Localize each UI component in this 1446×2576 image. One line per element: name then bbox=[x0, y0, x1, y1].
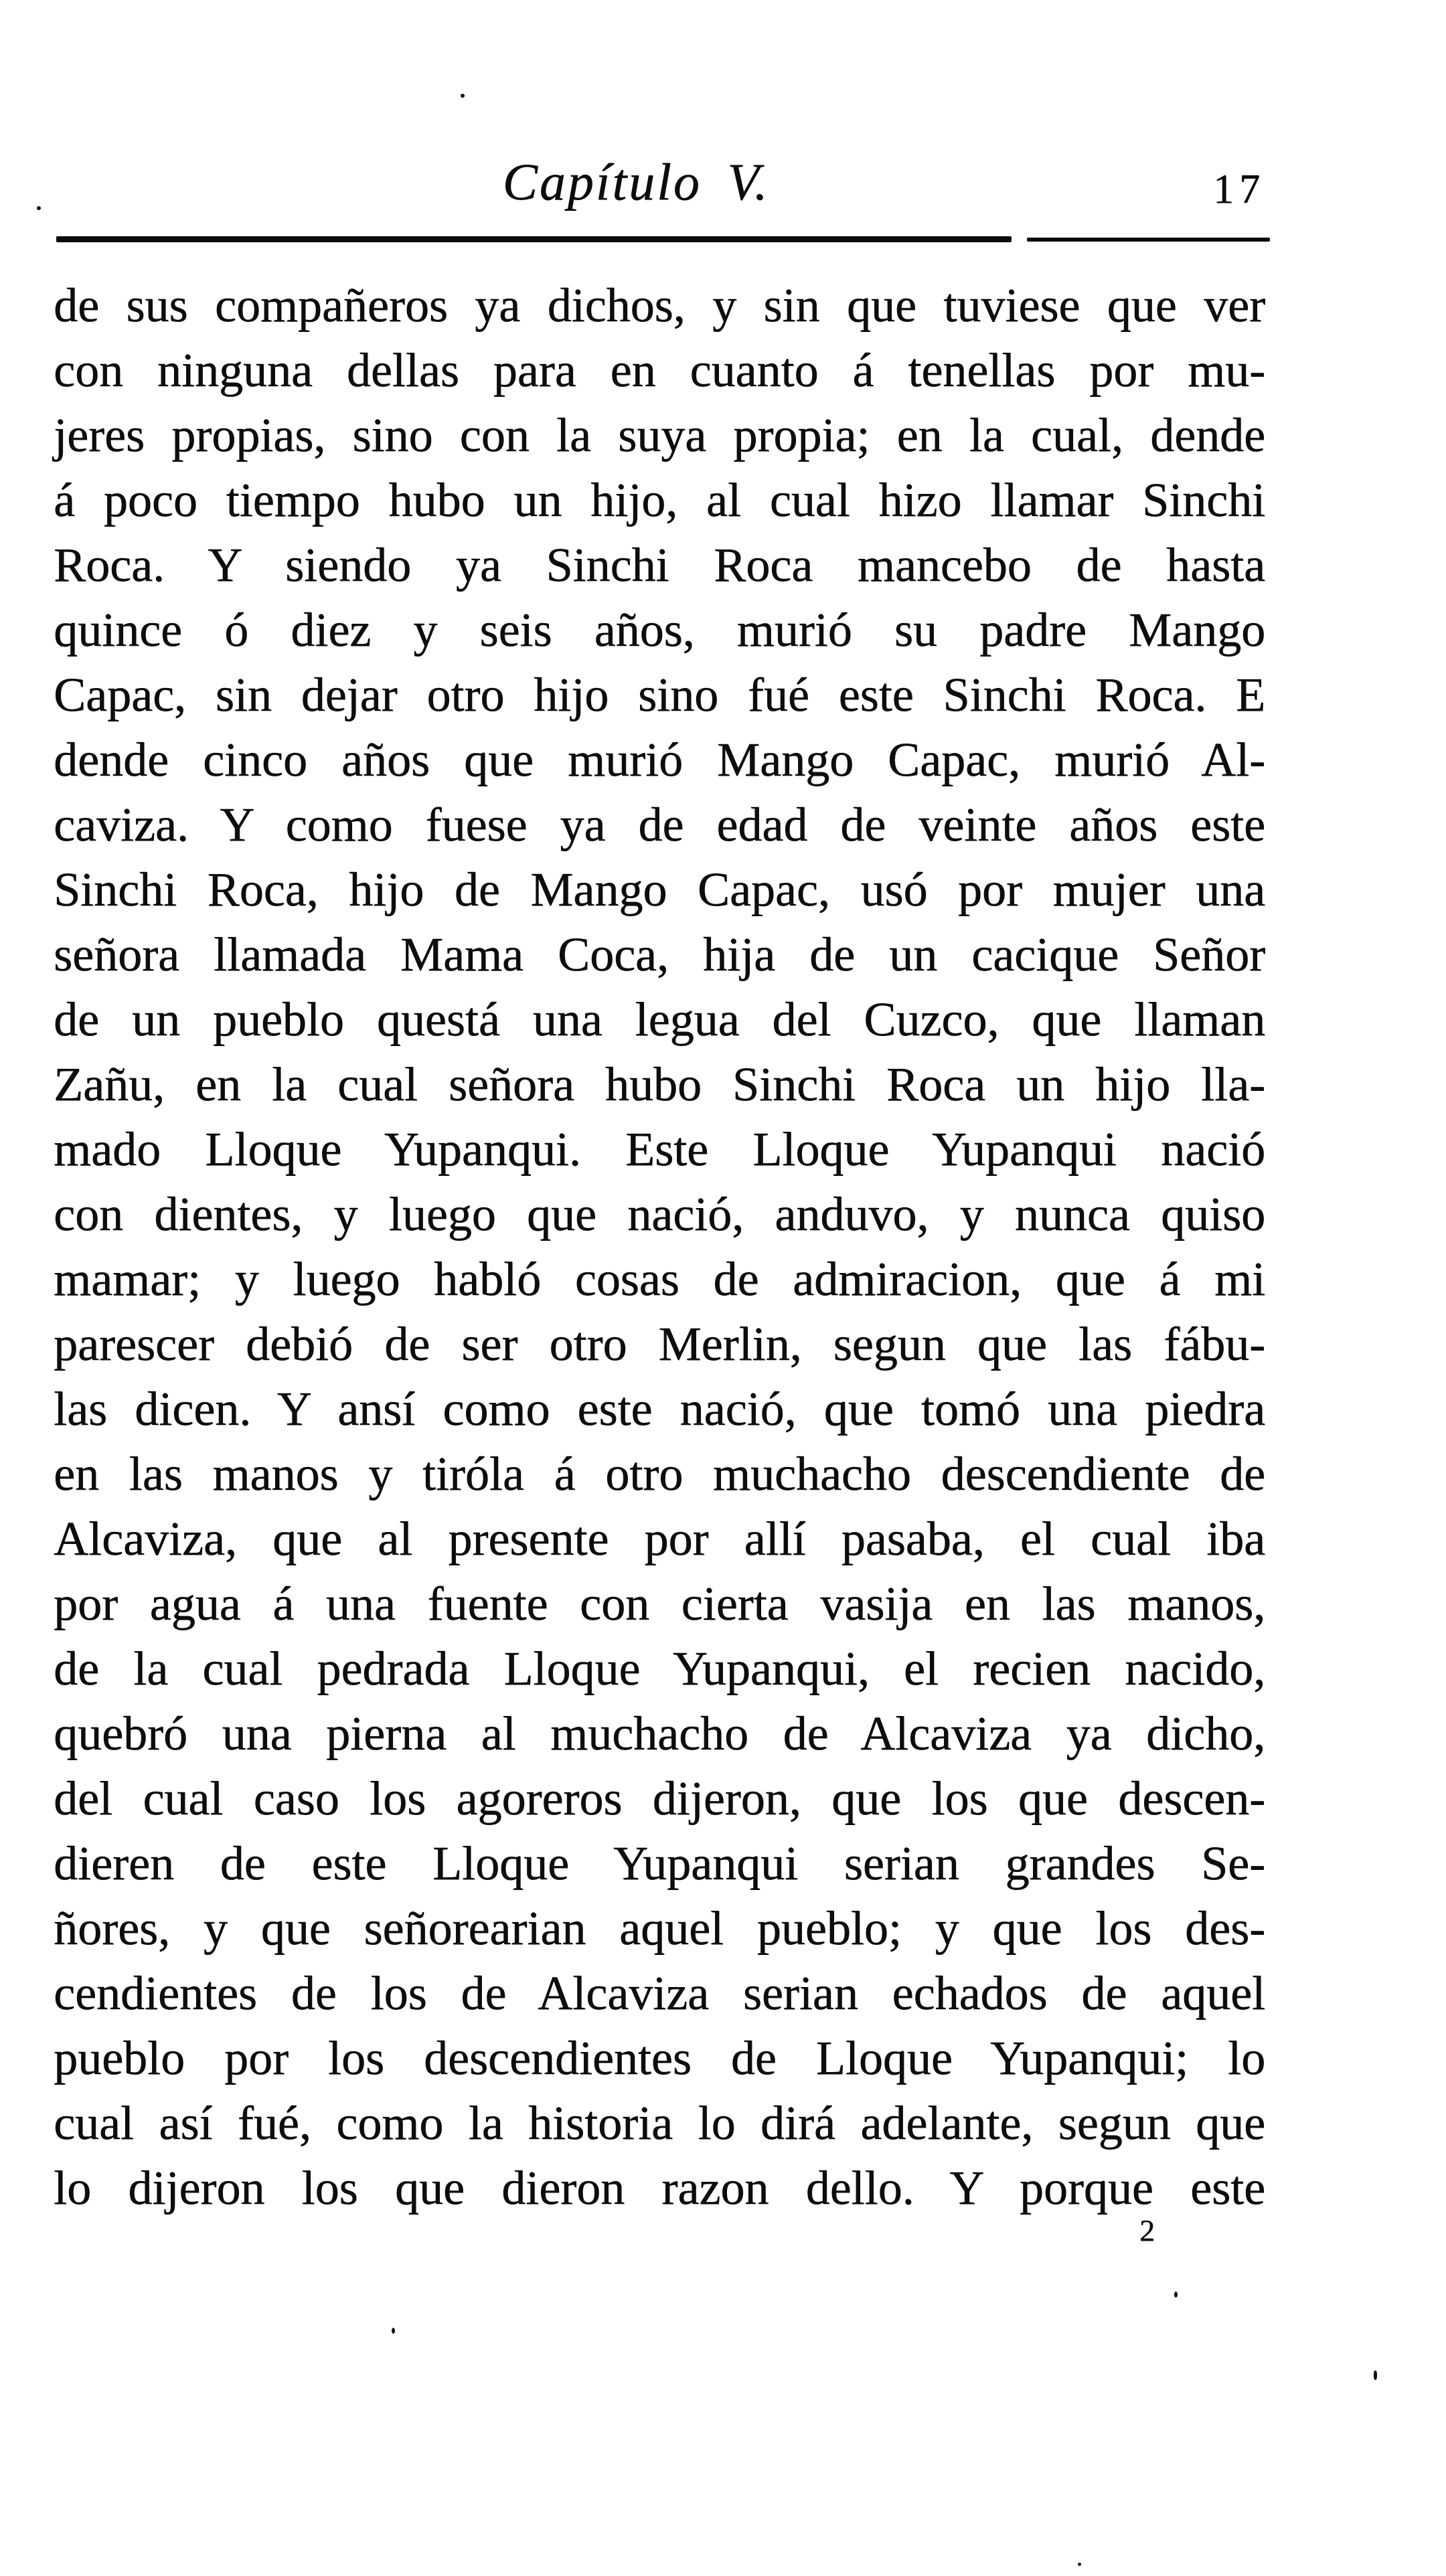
text-line: Zañu, en la cual señora hubo Sinchi Roca un hijo lla- bbox=[54, 1057, 1265, 1111]
text-line: cual así fué, como la historia lo dirá adelante, segun que bbox=[54, 2096, 1265, 2150]
text-line: jeres propias, sino con la suya propia; en la cual, dende bbox=[54, 408, 1265, 462]
text-line: á poco tiempo hubo un hijo, al cual hizo llamar Sinchi bbox=[54, 473, 1265, 527]
text-line: parescer debió de ser otro Merlin, segun que las fábu- bbox=[54, 1317, 1265, 1371]
body-text bbox=[54, 273, 1265, 2221]
text-line: las dicen. Y ansí como este nació, que tomó una piedra bbox=[54, 1382, 1265, 1436]
text-line: lo dijeron los que dieron razon dello. Y porque este bbox=[54, 2161, 1265, 2215]
text-line: por agua á una fuente con cierta vasija en las manos, bbox=[54, 1577, 1265, 1630]
text-line: cendientes de los de Alcaviza serian echados de aquel bbox=[54, 1966, 1265, 2020]
text-line: quince ó diez y seis años, murió su padre Mango bbox=[54, 603, 1265, 657]
text-line: señora llamada Mama Coca, hija de un cacique Señor bbox=[54, 928, 1265, 981]
scan-speck bbox=[461, 94, 465, 98]
text-line: de la cual pedrada Lloque Yupanqui, el recien nacido, bbox=[54, 1642, 1265, 1695]
text-line: en las manos y tiróla á otro muchacho descendiente de bbox=[54, 1447, 1265, 1500]
text-line: quebró una pierna al muchacho de Alcaviza ya dicho, bbox=[54, 1707, 1265, 1760]
signature-mark: 2 bbox=[1139, 2213, 1155, 2247]
text-line: con dientes, y luego que nació, anduvo, y nunca quiso bbox=[54, 1187, 1265, 1241]
scan-speck bbox=[1174, 2292, 1178, 2298]
chapter-heading: Capítulo V. bbox=[502, 153, 770, 211]
scan-speck bbox=[392, 2328, 395, 2334]
text-line: del cual caso los agoreros dijeron, que los que descen- bbox=[54, 1772, 1265, 1825]
text-line: Sinchi Roca, hijo de Mango Capac, usó por mujer una bbox=[54, 863, 1265, 916]
text-line: Roca. Y siendo ya Sinchi Roca mancebo de hasta bbox=[54, 538, 1265, 592]
text-line: ñores, y que señorearian aquel pueblo; y que los des- bbox=[54, 1901, 1265, 1955]
text-line: Capac, sin dejar otro hijo sino fué este Sinchi Roca. E bbox=[54, 668, 1265, 721]
text-line: mamar; y luego habló cosas de admiracion, que á mi bbox=[54, 1252, 1265, 1306]
text-line: de un pueblo questá una legua del Cuzco, que llaman bbox=[54, 993, 1265, 1046]
scan-speck bbox=[37, 206, 41, 210]
text-line: Alcaviza, que al presente por allí pasaba, el cual iba bbox=[54, 1512, 1265, 1565]
text-line: con ninguna dellas para en cuanto á tenellas por mu- bbox=[54, 343, 1265, 397]
text-line: dieren de este Lloque Yupanqui serian grandes Se- bbox=[54, 1836, 1265, 1890]
page-number: 17 bbox=[1213, 167, 1265, 212]
text-line: dende cinco años que murió Mango Capac, murió Al- bbox=[54, 733, 1265, 786]
scan-speck bbox=[1078, 2563, 1081, 2566]
header-rule-left-segment bbox=[56, 236, 1012, 242]
text-line: pueblo por los descendientes de Lloque Yupanqui; lo bbox=[54, 2031, 1265, 2085]
scan-speck bbox=[1374, 2371, 1377, 2380]
header-rule-right-segment bbox=[1027, 238, 1270, 242]
text-line: de sus compañeros ya dichos, y sin que tuviese que ver bbox=[54, 278, 1265, 332]
text-line: caviza. Y como fuese ya de edad de veinte años este bbox=[54, 798, 1265, 851]
text-line: mado Lloque Yupanqui. Este Lloque Yupanqui nació bbox=[54, 1122, 1265, 1176]
